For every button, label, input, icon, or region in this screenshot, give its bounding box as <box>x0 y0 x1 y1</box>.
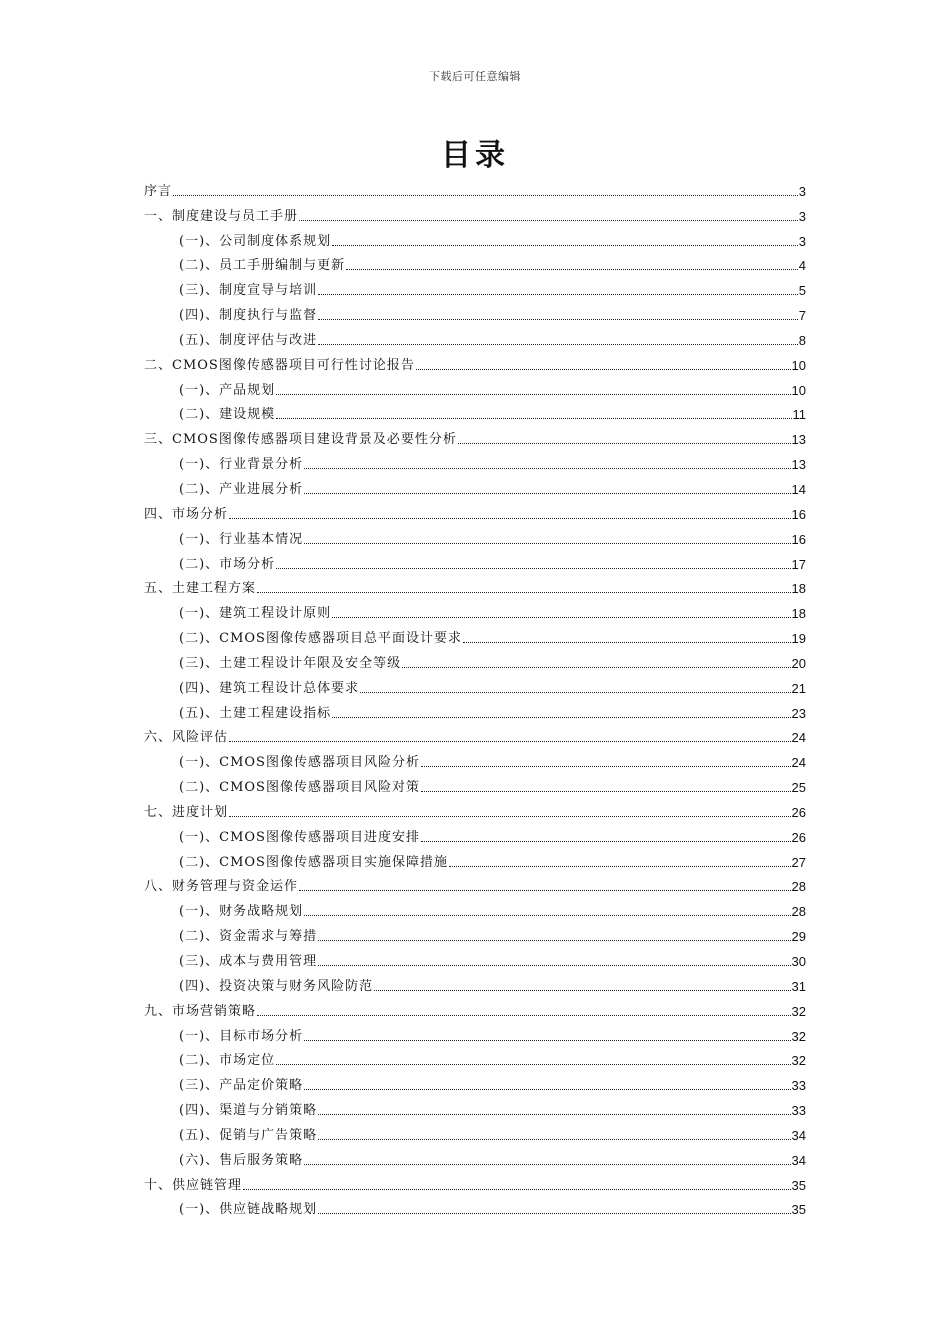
dot-leader <box>463 642 791 643</box>
dot-leader <box>374 990 790 991</box>
toc-section-entry[interactable] <box>144 448 806 473</box>
toc-entry-label: (一)、产品规划 <box>179 382 276 398</box>
toc-entry-label: (二)、产业进展分析 <box>179 481 304 497</box>
toc-entry-label: (二)、员工手册编制与更新 <box>179 258 346 274</box>
toc-chapter-entry[interactable] <box>144 722 806 747</box>
toc-page-number: 34 <box>791 1152 806 1168</box>
toc-entry-label: (三)、成本与费用管理 <box>179 954 318 969</box>
toc-entry-label: (一)、供应链战略规划 <box>179 1202 318 1218</box>
toc-page-number: 3 <box>798 233 806 249</box>
toc-section-entry[interactable] <box>144 920 806 945</box>
toc-entry-label: (六)、售后服务策略 <box>179 1152 304 1168</box>
toc-page-number: 18 <box>791 606 806 622</box>
dot-leader <box>360 692 790 693</box>
dot-leader <box>276 418 791 419</box>
toc-section-entry[interactable] <box>144 1194 806 1219</box>
toc-section-entry[interactable] <box>144 1045 806 1070</box>
dot-leader <box>173 195 798 196</box>
toc-entry-label: (一)、建筑工程设计原则 <box>179 606 332 622</box>
dot-leader <box>304 1089 790 1090</box>
toc-entry-label: (二)、CMOS图像传感器项目风险对策 <box>179 780 420 796</box>
dot-leader <box>318 319 798 320</box>
toc-page-number: 7 <box>798 308 806 324</box>
toc-page-number: 26 <box>791 829 806 845</box>
toc-entry-label: (一)、行业背景分析 <box>179 457 304 473</box>
dot-leader <box>257 1015 791 1016</box>
toc-page-number: 14 <box>791 481 806 497</box>
toc-section-entry[interactable] <box>144 597 806 622</box>
dot-leader <box>304 468 790 469</box>
toc-page-number: 19 <box>791 631 806 647</box>
header-note: 下载后可任意编辑 <box>429 70 521 83</box>
dot-leader <box>229 518 791 519</box>
toc-page-number: 21 <box>791 680 806 696</box>
toc-section-entry[interactable] <box>144 1094 806 1119</box>
toc-section-entry[interactable] <box>144 399 806 424</box>
dot-leader <box>346 269 798 270</box>
dot-leader <box>318 1114 790 1115</box>
dot-leader <box>421 841 791 842</box>
toc-page-number: 3 <box>798 208 806 224</box>
dot-leader <box>257 592 791 593</box>
toc-page-number: 27 <box>791 854 806 870</box>
toc-entry-label: 一、制度建设与员工手册 <box>144 208 299 224</box>
toc-page-number: 24 <box>791 730 806 746</box>
dot-leader <box>416 369 791 370</box>
toc-chapter-entry[interactable] <box>144 175 806 200</box>
toc-entry-label: 五、土建工程方案 <box>144 581 257 597</box>
toc-entry-label: 序言 <box>144 183 173 199</box>
toc-section-entry[interactable] <box>144 523 806 548</box>
toc-page-number: 34 <box>791 1127 806 1143</box>
toc-page-number: 30 <box>791 954 806 969</box>
toc-entry-label: (四)、渠道与分销策略 <box>179 1103 318 1119</box>
toc-page-number: 18 <box>791 581 806 597</box>
toc-entry-label: (二)、市场定位 <box>179 1053 276 1069</box>
toc-section-entry[interactable] <box>144 548 806 573</box>
toc-entry-label: (二)、建设规模 <box>179 407 276 423</box>
toc-page-number: 11 <box>792 407 806 423</box>
toc-entry-label: (二)、CMOS图像传感器项目总平面设计要求 <box>179 631 462 647</box>
toc-section-entry[interactable] <box>144 1144 806 1169</box>
toc-section-entry[interactable] <box>144 970 806 995</box>
toc-entry-label: 九、市场营销策略 <box>144 1003 257 1019</box>
toc-page-number: 13 <box>791 432 806 448</box>
toc-entry-label: 二、CMOS图像传感器项目可行性讨论报告 <box>144 357 415 373</box>
toc-entry-label: (一)、公司制度体系规划 <box>179 233 332 249</box>
toc-section-entry[interactable] <box>144 672 806 697</box>
toc-entry-label: 六、风险评估 <box>144 730 229 746</box>
toc-entry-label: (二)、市场分析 <box>179 556 276 572</box>
toc-section-entry[interactable] <box>144 1069 806 1094</box>
toc-section-entry[interactable] <box>144 945 806 970</box>
toc-entry-label: (三)、产品定价策略 <box>179 1078 304 1094</box>
toc-page-number: 35 <box>791 1177 806 1193</box>
toc-section-entry[interactable] <box>144 746 806 771</box>
dot-leader <box>402 667 790 668</box>
toc-entry-label: (一)、财务战略规划 <box>179 904 304 920</box>
toc-section-entry[interactable] <box>144 374 806 399</box>
toc-entry-label: (一)、CMOS图像传感器项目进度安排 <box>179 829 420 845</box>
toc-page-number: 20 <box>791 655 806 671</box>
toc-page-number: 32 <box>791 1003 806 1019</box>
dot-leader <box>229 816 791 817</box>
toc-chapter-entry[interactable] <box>144 573 806 598</box>
toc-page-number: 33 <box>791 1078 806 1094</box>
toc-section-entry[interactable] <box>144 771 806 796</box>
toc-list <box>144 175 806 1218</box>
dot-leader <box>332 617 790 618</box>
toc-page-number: 32 <box>791 1028 806 1044</box>
toc-chapter-entry[interactable] <box>144 796 806 821</box>
dot-leader <box>276 1064 790 1065</box>
toc-chapter-entry[interactable] <box>144 200 806 225</box>
toc-entry-label: (二)、资金需求与筹措 <box>179 929 318 945</box>
dot-leader <box>304 1040 790 1041</box>
toc-section-entry[interactable] <box>144 622 806 647</box>
toc-page-number: 24 <box>791 755 806 771</box>
toc-page-number: 26 <box>791 804 806 820</box>
toc-entry-label: (三)、土建工程设计年限及安全等级 <box>179 655 402 671</box>
toc-page-number: 10 <box>791 382 806 398</box>
toc-section-entry[interactable] <box>144 250 806 275</box>
toc-section-entry[interactable] <box>144 225 806 250</box>
toc-page-number: 35 <box>791 1202 806 1218</box>
dot-leader <box>449 866 791 867</box>
dot-leader <box>318 344 798 345</box>
toc-page-number: 4 <box>798 258 806 274</box>
dot-leader <box>318 940 790 941</box>
toc-entry-label: 七、进度计划 <box>144 804 229 820</box>
toc-chapter-entry[interactable] <box>144 995 806 1020</box>
toc-section-entry[interactable] <box>144 274 806 299</box>
toc-section-entry[interactable] <box>144 1119 806 1144</box>
toc-page-number: 25 <box>791 780 806 796</box>
toc-section-entry[interactable] <box>144 895 806 920</box>
dot-leader <box>304 1164 790 1165</box>
toc-entry-label: (一)、行业基本情况 <box>179 531 304 547</box>
dot-leader <box>304 543 790 544</box>
toc-page-number: 28 <box>791 904 806 920</box>
toc-section-entry[interactable] <box>144 647 806 672</box>
toc-page-number: 13 <box>791 457 806 473</box>
toc-page-number: 31 <box>791 978 806 994</box>
toc-page-number: 16 <box>791 531 806 547</box>
toc-section-entry[interactable] <box>144 299 806 324</box>
toc-page-number: 10 <box>791 357 806 373</box>
dot-leader <box>332 717 790 718</box>
toc-section-entry[interactable] <box>144 324 806 349</box>
toc-page-number: 17 <box>791 556 806 572</box>
toc-entry-label: (四)、投资决策与财务风险防范 <box>179 978 374 994</box>
dot-leader <box>243 1189 791 1190</box>
toc-section-entry[interactable] <box>144 697 806 722</box>
dot-leader <box>304 915 790 916</box>
toc-entry-label: 四、市场分析 <box>144 506 229 522</box>
toc-entry-label: 八、财务管理与资金运作 <box>144 879 299 895</box>
toc-page-number: 3 <box>798 183 806 199</box>
dot-leader <box>318 965 790 966</box>
toc-entry-label: (一)、CMOS图像传感器项目风险分析 <box>179 755 420 771</box>
toc-entry-label: 十、供应链管理 <box>144 1177 243 1193</box>
dot-leader <box>332 245 798 246</box>
toc-chapter-entry[interactable] <box>144 498 806 523</box>
toc-entry-label: 三、CMOS图像传感器项目建设背景及必要性分析 <box>144 432 457 448</box>
dot-leader <box>421 791 791 792</box>
toc-page-number: 29 <box>791 929 806 945</box>
dot-leader <box>318 294 798 295</box>
dot-leader <box>304 493 790 494</box>
toc-chapter-entry[interactable] <box>144 423 806 448</box>
dot-leader <box>421 766 791 767</box>
toc-entry-label: (二)、CMOS图像传感器项目实施保障措施 <box>179 854 448 870</box>
toc-entry-label: (一)、目标市场分析 <box>179 1028 304 1044</box>
toc-entry-label: (三)、制度宣导与培训 <box>179 283 318 299</box>
toc-chapter-entry[interactable] <box>144 1169 806 1194</box>
toc-page-number: 5 <box>798 283 806 299</box>
dot-leader <box>299 220 798 221</box>
toc-section-entry[interactable] <box>144 821 806 846</box>
dot-leader <box>458 443 791 444</box>
toc-section-entry[interactable] <box>144 846 806 871</box>
toc-entry-label: (五)、制度评估与改进 <box>179 332 318 348</box>
toc-chapter-entry[interactable] <box>144 349 806 374</box>
toc-page-number: 8 <box>798 332 806 348</box>
toc-entry-label: (五)、促销与广告策略 <box>179 1127 318 1143</box>
toc-page-number: 16 <box>791 506 806 522</box>
toc-title: 目录 <box>441 138 509 173</box>
toc-section-entry[interactable] <box>144 473 806 498</box>
toc-entry-label: (四)、制度执行与监督 <box>179 308 318 324</box>
toc-page-number: 28 <box>791 879 806 895</box>
dot-leader <box>229 741 791 742</box>
dot-leader <box>318 1213 790 1214</box>
toc-page-number: 33 <box>791 1103 806 1119</box>
toc-page-number: 32 <box>791 1053 806 1069</box>
toc-entry-label: (五)、土建工程建设指标 <box>179 705 332 721</box>
toc-chapter-entry[interactable] <box>144 871 806 896</box>
toc-section-entry[interactable] <box>144 1020 806 1045</box>
toc-entry-label: (四)、建筑工程设计总体要求 <box>179 680 360 696</box>
dot-leader <box>299 890 791 891</box>
dot-leader <box>318 1139 790 1140</box>
toc-page-number: 23 <box>791 705 806 721</box>
dot-leader <box>276 394 790 395</box>
dot-leader <box>276 568 790 569</box>
